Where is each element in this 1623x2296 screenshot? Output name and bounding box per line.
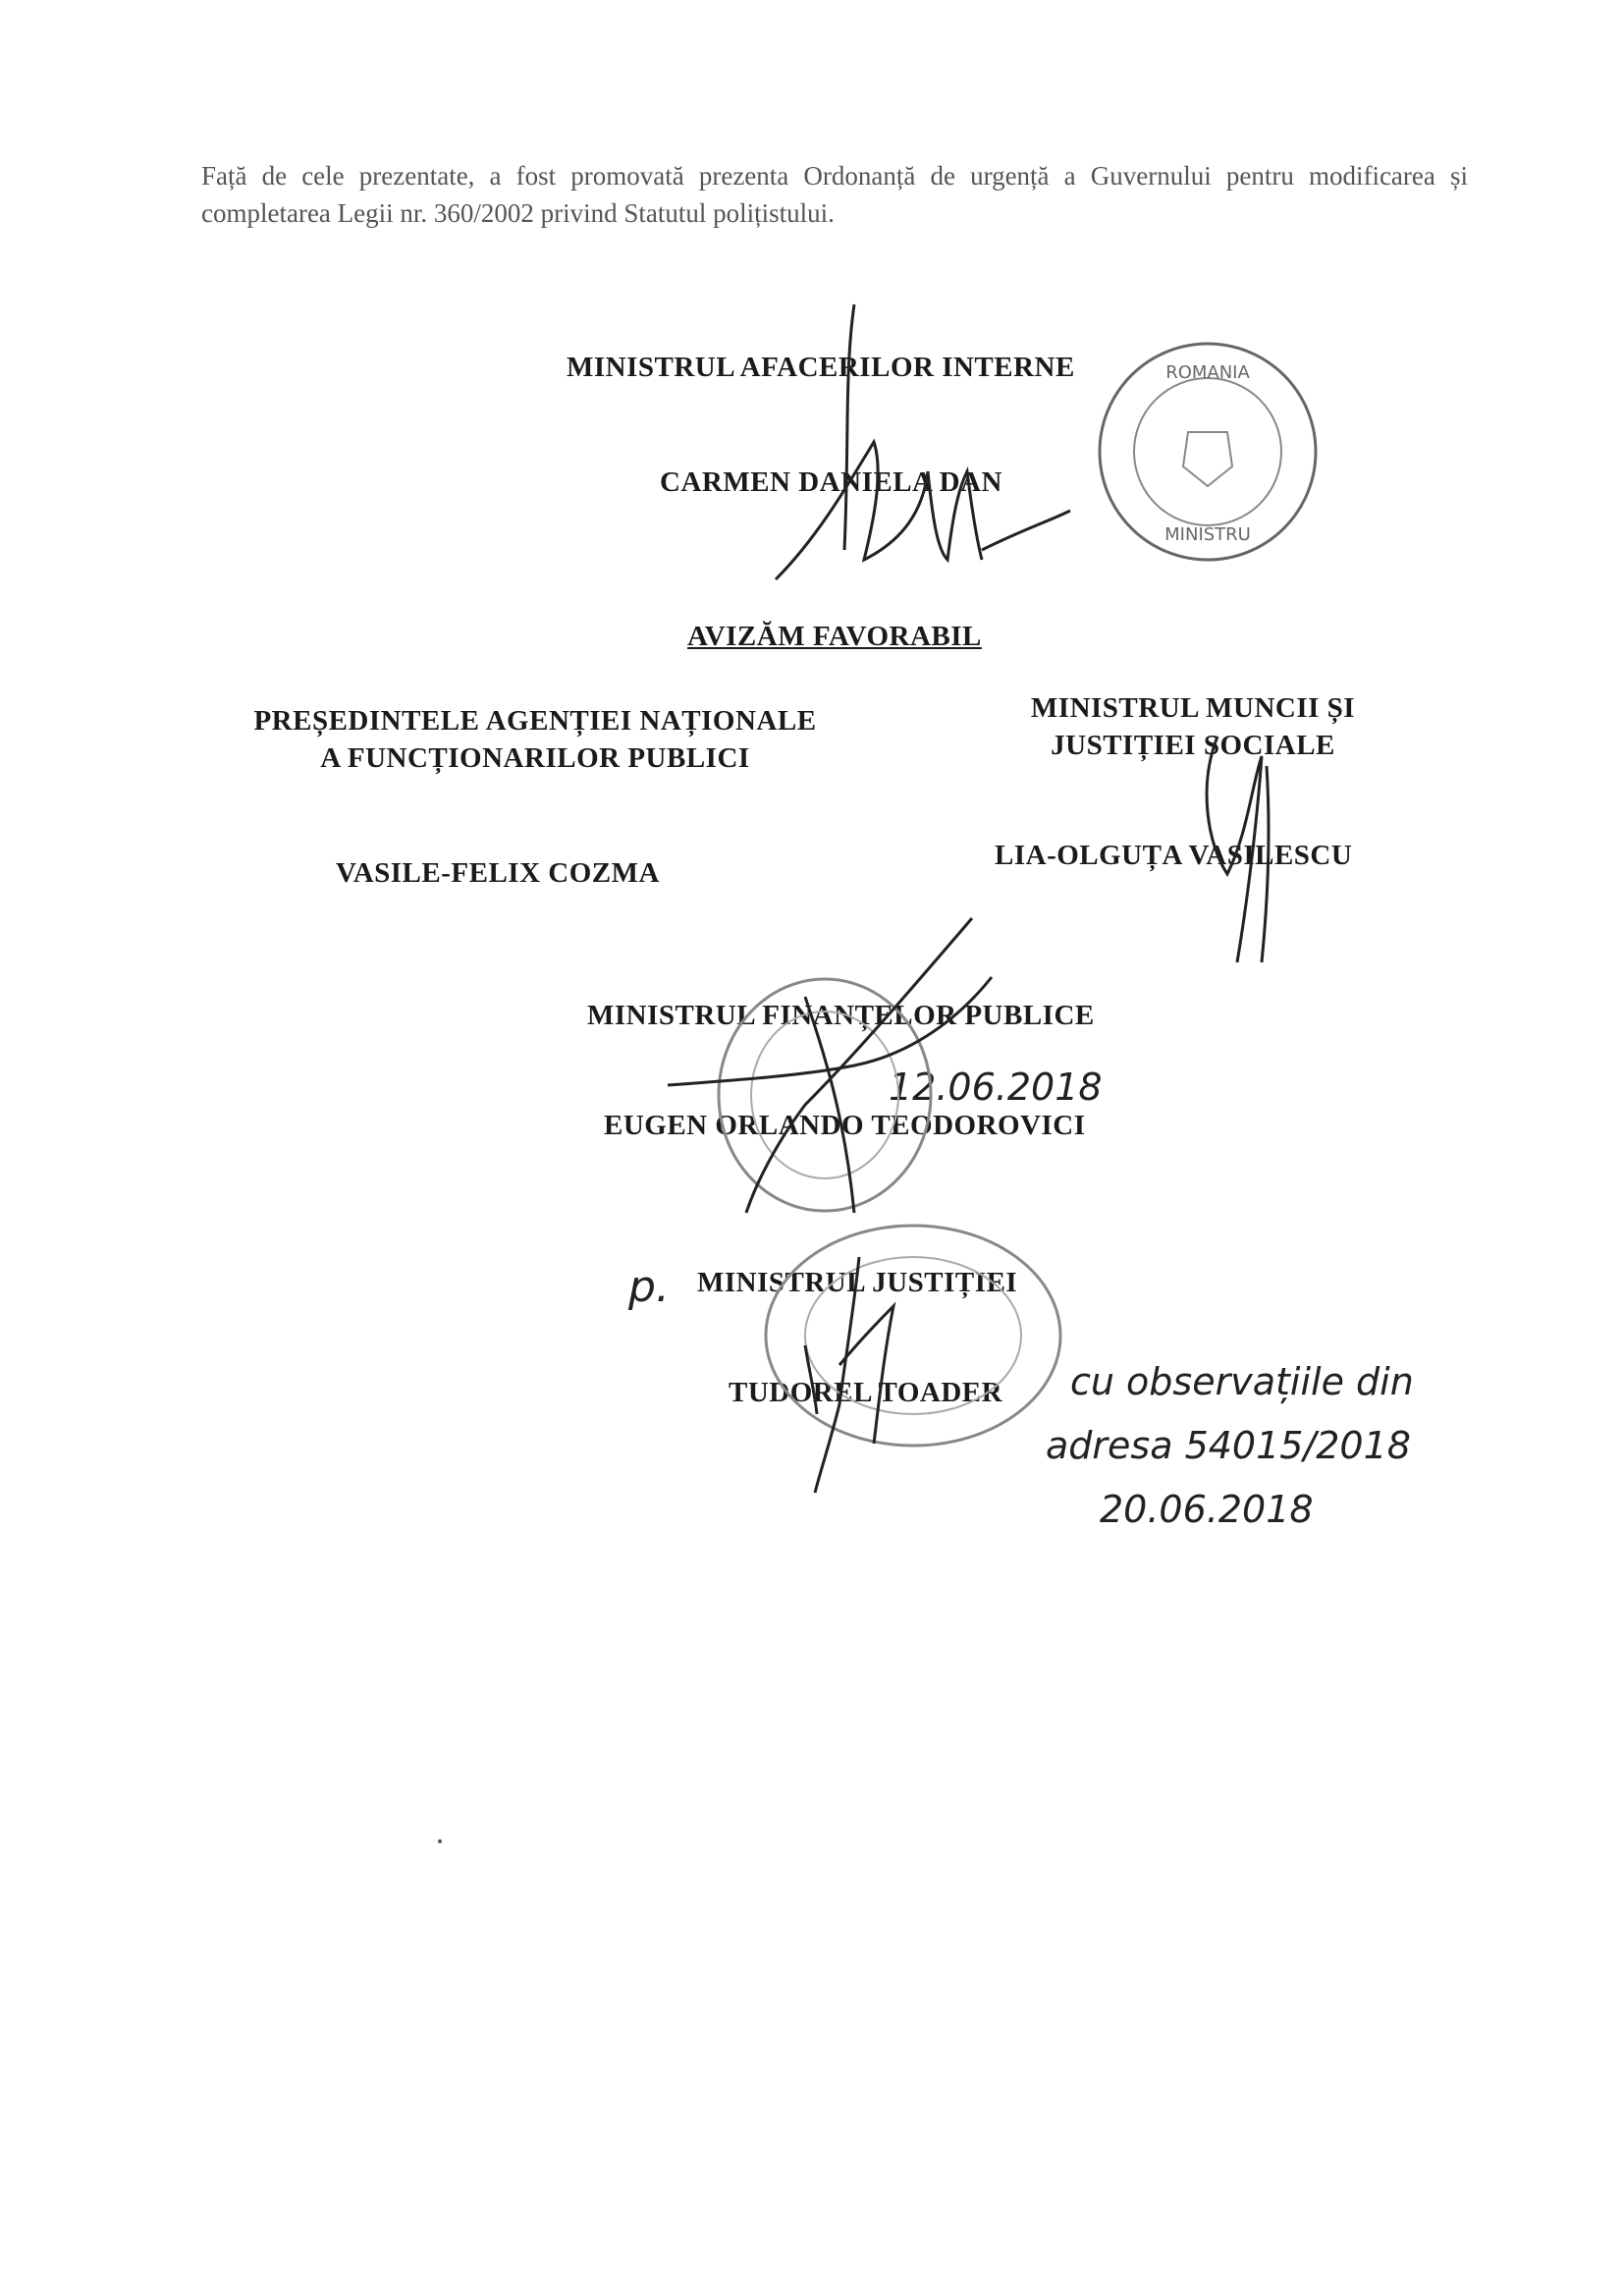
finance-handwritten-date: 12.06.2018 <box>889 1066 1103 1109</box>
finance-minister-title: MINISTRUL FINANȚELOR PUBLICE <box>587 1000 1095 1031</box>
intro-paragraph: Față de cele prezentate, a fost promovată prezenta Ordonanță de urgență a Guvernului pentru modificarea și completarea Legii nr. 360/2002 privind Statutul polițistului. <box>201 161 1468 228</box>
justice-prefix: p. <box>628 1262 670 1312</box>
labour-name: LIA-OLGUȚA VASILESCU <box>995 840 1353 871</box>
justice-minister-name: TUDOREL TOADER <box>729 1377 1003 1408</box>
interior-minister-signature <box>756 295 1070 589</box>
anfp-title-line2: A FUNCȚIONARILOR PUBLICI <box>320 742 750 774</box>
justice-note-line3: 20.06.2018 <box>1100 1488 1314 1531</box>
labour-minister-signature <box>1178 727 1296 972</box>
interior-ministry-seal <box>1095 339 1321 565</box>
justice-minister-title: MINISTRUL JUSTIȚIEI <box>697 1267 1018 1298</box>
justice-minister-signature <box>785 1247 933 1503</box>
justice-note-line1: cu observațiile din <box>1070 1360 1414 1403</box>
seal-text-bottom: MINISTRU <box>1164 524 1251 545</box>
interior-minister-title: MINISTRUL AFACERILOR INTERNE <box>567 352 1075 383</box>
labour-title-line2: JUSTIȚIEI SOCIALE <box>1051 730 1335 761</box>
labour-title-line1: MINISTRUL MUNCII ȘI <box>1030 692 1356 724</box>
anfp-title-line1: PREȘEDINTELE AGENȚIEI NAȚIONALE <box>253 705 817 737</box>
anfp-name: VASILE-FELIX COZMA <box>336 857 660 889</box>
approval-heading: AVIZĂM FAVORABIL <box>687 621 982 652</box>
stray-dot <box>438 1839 442 1843</box>
interior-minister-name: CARMEN DANIELA DAN <box>660 466 1002 498</box>
justice-note-line2: adresa 54015/2018 <box>1046 1424 1411 1467</box>
seal-text-top: ROMANIA <box>1165 362 1250 383</box>
finance-minister-signature <box>658 908 1090 1232</box>
finance-minister-name: EUGEN ORLANDO TEODOROVICI <box>604 1110 1086 1141</box>
